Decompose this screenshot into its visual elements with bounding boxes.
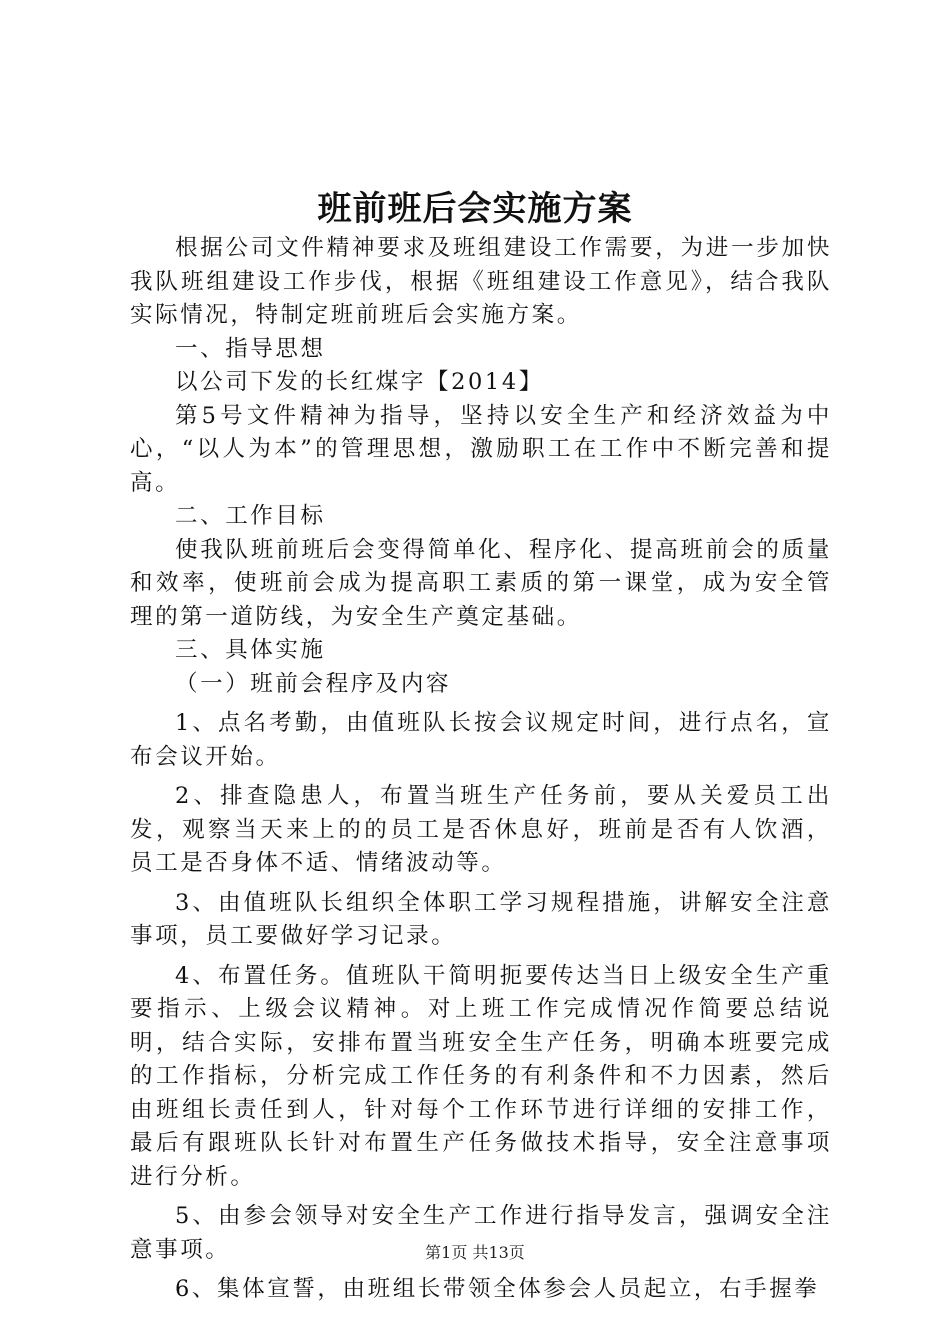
subsection-heading: （一）班前会程序及内容	[175, 670, 452, 697]
body-paragraph: 使我队班前班后会变得简单化、程序化、提高班前会的质量和效率，使班前会成为提高职工素质的第一课堂，成为安全管理的第一道防线，为安全生产奠定基础。	[130, 536, 832, 630]
document-title: 班前班后会实施方案	[317, 189, 633, 229]
list-item: 6、集体宣誓，由班组长带领全体参会人员起立，右手握拳	[175, 1276, 820, 1302]
list-item: 4、布置任务。值班队干简明扼要传达当日上级安全生产重要指示、上级会议精神。对上班工作完成情况作简要总结说明，结合实际，安排布置当班安全生产任务，明确本班要完成的工作指标，分析完成工作任务的有利条件和不力因素，然后由班组长责任到人，针对每个工作环节进行详细的安排工作，最后有跟班队长针对布置生产任务做技术指导，安全注意事项进行分析。	[130, 962, 832, 1190]
body-paragraph: 以公司下发的长红煤字【2014】	[175, 369, 544, 395]
document-body	[130, 232, 832, 1307]
section-heading-implementation: 三、具体实施	[175, 637, 326, 663]
section-heading-work-goal: 二、工作目标	[175, 503, 326, 529]
list-item: 3、由值班队长组织全体职工学习规程措施，讲解安全注意事项，员工要做好学习记录。	[130, 889, 832, 949]
section-heading-guiding-thought: 一、指导思想	[175, 335, 326, 362]
body-paragraph: 第5号文件精神为指导，坚持以安全生产和经济效益为中心，“以人为本”的管理思想，激励职工在工作中不断完善和提高。	[130, 402, 832, 496]
list-item: 1、点名考勤，由值班队长按会议规定时间，进行点名，宣布会议开始。	[130, 710, 832, 770]
page-footer: 第1页 共13页	[425, 1243, 525, 1262]
list-item: 2、排查隐患人，布置当班生产任务前，要从关爱员工出发，观察当天来上的的员工是否休息好，班前是否有人饮酒，员工是否身体不适、情绪波动等。	[130, 783, 832, 876]
intro-paragraph: 根据公司文件精神要求及班组建设工作需要，为进一步加快我队班组建设工作步伐，根据《班组建设工作意见》，结合我队实际情况，特制定班前班后会实施方案。	[130, 235, 832, 328]
list-item: 5、由参会领导对安全生产工作进行指导发言，强调安全注意事项。	[130, 1203, 832, 1263]
